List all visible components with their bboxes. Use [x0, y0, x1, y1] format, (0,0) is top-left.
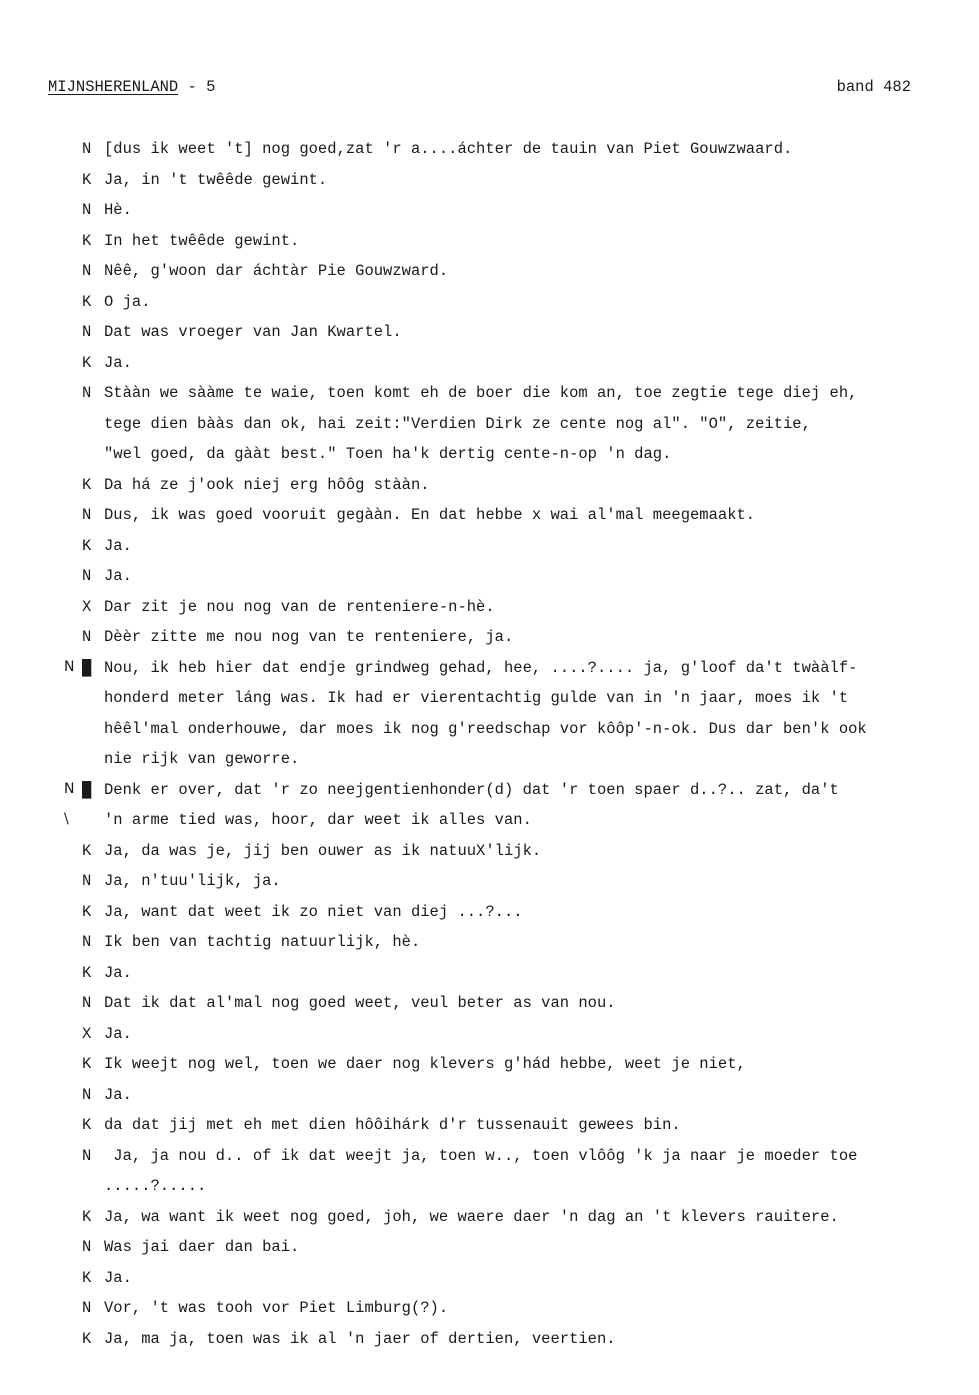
transcript-line — [64, 659, 975, 690]
speaker-label: N — [82, 994, 92, 1012]
transcript-line — [64, 1330, 975, 1361]
line-text: Dus, ik was goed vooruit gegààn. En dat hebbe x wai al'mal meegemaakt. — [104, 506, 756, 524]
speaker-label: K — [82, 1055, 92, 1073]
speaker-label: N — [82, 933, 92, 951]
transcript-line — [64, 354, 975, 385]
line-text: Ik ben van tachtig natuurlijk, hè. — [104, 933, 421, 951]
transcript-line — [64, 262, 975, 293]
speaker-label: N — [82, 506, 92, 524]
margin-mark: N — [64, 780, 75, 797]
speaker-label: N — [82, 384, 92, 402]
line-text: Ja. — [104, 1268, 132, 1287]
speaker-label: N — [82, 1085, 92, 1104]
speaker-label: N — [82, 628, 92, 646]
transcript-line — [64, 415, 975, 446]
line-text: Ik weejt nog wel, toen we daer nog klevers g'hád hebbe, weet je niet, — [104, 1055, 746, 1073]
transcript-line — [64, 1116, 975, 1147]
transcript-line — [64, 903, 975, 934]
transcript-line — [64, 201, 975, 232]
speaker-label: N — [82, 140, 92, 158]
line-text: Dat ik dat al'mal nog goed weet, veul beter as van nou. — [104, 994, 616, 1012]
line-text: hêêl'mal onderhouwe, dar moes ik nog g'reedschap vor kôôp'-n-ok. Dus dar ben'k ook — [104, 719, 867, 738]
transcript-line — [64, 476, 975, 507]
transcript-line — [64, 1238, 975, 1269]
transcript-line — [64, 1177, 975, 1208]
line-text: 'n arme tied was, hoor, dar weet ik alles van. — [104, 811, 532, 829]
speaker-label: K — [82, 1207, 92, 1226]
line-text: Was jai daer dan bai. — [104, 1238, 300, 1256]
speaker-label: N — [82, 872, 92, 890]
speaker-label: K — [82, 475, 92, 494]
margin-mark: \ — [64, 811, 69, 827]
speaker-label: K — [82, 536, 92, 555]
transcript-line — [64, 1055, 975, 1086]
transcript-line — [64, 598, 975, 629]
line-text: honderd meter láng was. Ik had er vierentachtig gulde van in 'n jaar, moes ik 't — [104, 689, 849, 707]
speaker-label: █ — [82, 780, 92, 799]
speaker-label: K — [82, 841, 92, 860]
transcript-line — [64, 506, 975, 537]
line-text: Ja. — [104, 353, 132, 372]
line-text: Nêê, g'woon dar áchtàr Pie Gouwzward. — [104, 262, 449, 280]
line-text: "wel goed, da gààt best." Toen ha'k dertig cente-n-op 'n dag. — [104, 445, 672, 463]
transcript-line — [64, 811, 975, 842]
transcript-line — [64, 1025, 975, 1056]
line-text: Denk er over, dat 'r zo neejgentienhonder(d) dat 'r toen spaer d..?.. zat, da't — [104, 780, 839, 799]
line-text: nie rijk van geworre. — [104, 750, 300, 768]
speaker-label: K — [82, 170, 92, 189]
transcript-line — [64, 1208, 975, 1239]
line-text: Ja. — [104, 963, 132, 982]
transcript-line — [64, 628, 975, 659]
speaker-label: K — [82, 231, 92, 250]
speaker-label: K — [82, 1268, 92, 1287]
line-text: Ja, ma ja, toen was ik al 'n jaer of dertien, veertien. — [104, 1329, 616, 1348]
speaker-label: K — [82, 902, 92, 921]
transcript-line — [64, 232, 975, 263]
title-name: MIJNSHERENLAND — [48, 78, 179, 96]
transcript-line — [64, 994, 975, 1025]
speaker-label: N — [82, 1146, 92, 1165]
transcript-line — [64, 1299, 975, 1330]
transcript-line — [64, 1269, 975, 1300]
line-text: Hè. — [104, 201, 132, 219]
line-text: tege dien bààs dan ok, hai zeit:"Verdien Dirk ze cente nog al". "O", zeitie, — [104, 414, 811, 433]
speaker-label: █ — [82, 658, 92, 677]
transcript-line — [64, 842, 975, 873]
transcript-line — [64, 720, 975, 751]
page-header — [48, 78, 911, 102]
page-number: - 5 — [178, 78, 216, 96]
margin-mark: N — [64, 658, 75, 675]
transcript-line — [64, 293, 975, 324]
transcript-body — [64, 140, 975, 1360]
speaker-label: N — [82, 567, 92, 585]
line-text: Ja, n'tuu'lijk, ja. — [104, 872, 281, 890]
line-text: Stààn we sààme te waie, toen komt eh de boer die kom an, toe zegtie tege diej eh, — [104, 384, 858, 402]
line-text: Vor, 't was tooh vor Piet Limburg(?). — [104, 1299, 449, 1317]
transcript-line — [64, 689, 975, 720]
line-text: Ja. — [104, 1085, 132, 1104]
line-text: Ja, in 't twêêde gewint. — [104, 170, 328, 189]
line-text: O ja. — [104, 292, 151, 311]
line-text: Dat was vroeger van Jan Kwartel. — [104, 323, 402, 341]
speaker-label: N — [82, 323, 92, 341]
line-text: Ja, da was je, jij ben ouwer as ik natuuX'lijk. — [104, 841, 542, 860]
transcript-line — [64, 781, 975, 812]
transcript-line — [64, 1147, 975, 1178]
line-text: [dus ik weet 't] nog goed,zat 'r a....áchter de tauin van Piet Gouwzwaard. — [104, 140, 793, 158]
speaker-label: N — [82, 1238, 92, 1256]
line-text: Dar zit je nou nog van de renteniere-n-hè. — [104, 597, 495, 616]
line-text: Ja. — [104, 567, 132, 585]
line-text: Nou, ik heb hier dat endje grindweg gehad, hee, ....?.... ja, g'loof da't twààlf- — [104, 658, 858, 677]
transcript-line — [64, 323, 975, 354]
speaker-label: K — [82, 353, 92, 372]
line-text: In het twêêde gewint. — [104, 231, 300, 250]
transcript-line — [64, 445, 975, 476]
line-text: Ja, want dat weet ik zo niet van diej ...?... — [104, 902, 523, 921]
document-title — [48, 78, 215, 96]
line-text: Ja. — [104, 1024, 132, 1043]
line-text: Da há ze j'ook niej erg hôôg stààn. — [104, 475, 430, 494]
line-text: Dèèr zitte me nou nog van te renteniere, ja. — [104, 628, 514, 646]
speaker-label: X — [82, 597, 92, 616]
transcript-line — [64, 933, 975, 964]
speaker-label: K — [82, 1116, 92, 1134]
transcript-line — [64, 567, 975, 598]
line-text: Ja, ja nou d.. of ik dat weejt ja, toen w.., toen vlôôg 'k ja naar je moeder toe — [104, 1146, 858, 1165]
line-text: .....?..... — [104, 1177, 207, 1195]
speaker-label: N — [82, 262, 92, 280]
transcript-line — [64, 964, 975, 995]
line-text: Ja, wa want ik weet nog goed, joh, we waere daer 'n dag an 't klevers rauitere. — [104, 1207, 839, 1226]
transcript-line — [64, 750, 975, 781]
line-text: Ja. — [104, 536, 132, 555]
line-text: da dat jij met eh met dien hôôihárk d'r tussenauit gewees bin. — [104, 1116, 681, 1134]
speaker-label: N — [82, 201, 92, 219]
speaker-label: N — [82, 1299, 92, 1317]
transcript-line — [64, 537, 975, 568]
speaker-label: K — [82, 1329, 92, 1348]
speaker-label: X — [82, 1024, 92, 1043]
transcript-line — [64, 1086, 975, 1117]
band-number: band 482 — [836, 78, 911, 96]
speaker-label: K — [82, 292, 92, 311]
transcript-line — [64, 171, 975, 202]
transcript-line — [64, 140, 975, 171]
transcript-line — [64, 384, 975, 415]
speaker-label: K — [82, 963, 92, 982]
transcript-line — [64, 872, 975, 903]
